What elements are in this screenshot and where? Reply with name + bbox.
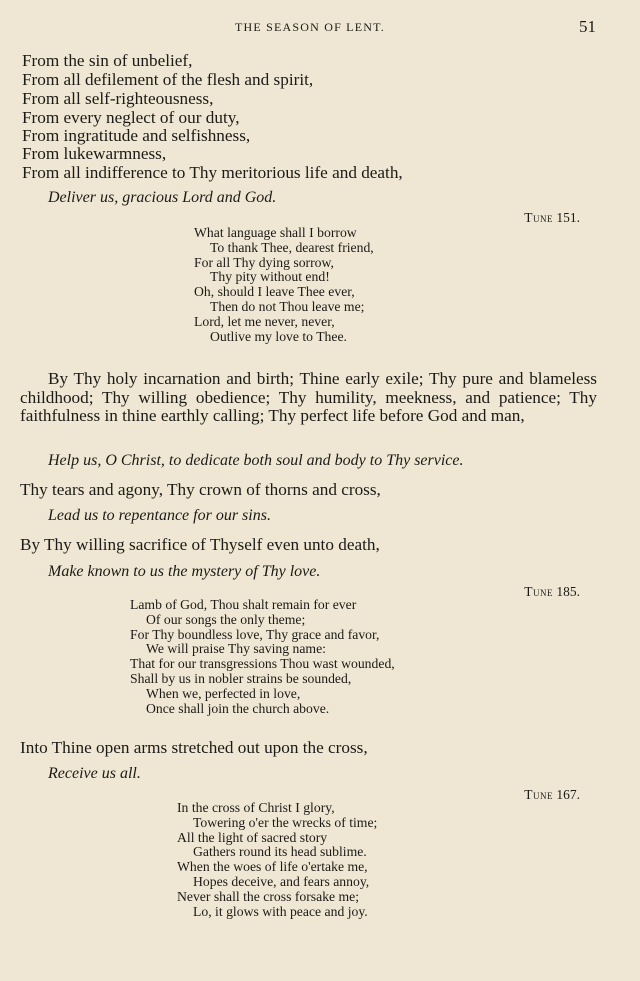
- response-line: Receive us all.: [48, 765, 141, 782]
- verse-line: When the woes of life o'ertake me,: [177, 859, 368, 875]
- hymn-verse: [194, 226, 374, 344]
- verse-line: For Thy boundless love, Thy grace and favor,: [130, 626, 380, 642]
- tune-reference: [524, 787, 580, 803]
- litany-line: Thy tears and agony, Thy crown of thorns and cross,: [20, 480, 381, 499]
- response-line: Lead us to repentance for our sins.: [48, 507, 271, 524]
- tune-number: 185.: [556, 584, 580, 599]
- verse-line: To thank Thee, dearest friend,: [210, 239, 374, 255]
- tune-reference: [524, 584, 580, 600]
- verse-line: Never shall the cross forsake me;: [177, 888, 360, 904]
- verse-line: When we, perfected in love,: [146, 685, 301, 701]
- verse-line: Then do not Thou leave me;: [210, 298, 365, 314]
- litany-line: Into Thine open arms stretched out upon the cross,: [20, 738, 368, 757]
- verse-line: Lord, let me never, never,: [194, 313, 335, 329]
- litany-line: By Thy willing sacrifice of Thyself even unto death,: [20, 535, 380, 554]
- litany-line: From all defilement of the flesh and spirit,: [22, 70, 314, 89]
- verse-line: For all Thy dying sorrow,: [194, 254, 334, 270]
- litany-line: From lukewarmness,: [22, 144, 167, 163]
- verse-line: Hopes deceive, and fears annoy,: [193, 873, 370, 889]
- response-line: Make known to us the mystery of Thy love.: [48, 563, 321, 580]
- verse-line: Thy pity without end!: [210, 269, 330, 285]
- verse-line: We will praise Thy saving name:: [146, 641, 326, 657]
- verse-line: Lamb of God, Thou shalt remain for ever: [130, 597, 357, 612]
- litany-line: From the sin of unbelief,: [22, 51, 193, 70]
- tune-number: 167.: [556, 787, 580, 802]
- litany-paragraph: By Thy holy incarnation and birth; Thine early exile; Thy pure and blameless childhood; Thy willing obedience; Thy humility, meekness, and patience; Thy faithfulness in thine earthly calling; Thy perfect life before God and man,: [20, 369, 597, 426]
- hymn-verse: [130, 598, 395, 716]
- litany-line: From all indifference to Thy meritorious life and death,: [22, 163, 403, 182]
- verse-line: Lo, it glows with peace and joy.: [193, 903, 368, 919]
- verse-line: Oh, should I leave Thee ever,: [194, 284, 355, 300]
- running-title: THE SEASON OF LENT.: [235, 20, 385, 34]
- verse-line: Once shall join the church above.: [146, 700, 330, 716]
- verse-line: Gathers round its head sublime.: [193, 844, 367, 860]
- page-number: 51: [579, 17, 596, 36]
- response-line: Help us, O Christ, to dedicate both soul and body to Thy service.: [48, 452, 464, 469]
- litany-line: From ingratitude and selfishness,: [22, 126, 251, 145]
- tune-number: 151.: [556, 210, 580, 225]
- response-line: Deliver us, gracious Lord and God.: [48, 189, 277, 206]
- tune-label: Tune: [524, 584, 553, 599]
- tune-reference: [524, 210, 580, 226]
- verse-line: What language shall I borrow: [194, 225, 357, 240]
- page-header: [0, 17, 640, 37]
- verse-line: All the light of sacred story: [177, 829, 328, 845]
- litany-line: From every neglect of our duty,: [22, 108, 240, 127]
- litany-line: From all self-righteousness,: [22, 89, 214, 108]
- verse-line: In the cross of Christ I glory,: [177, 800, 335, 815]
- verse-line: Shall by us in nobler strains be sounded,: [130, 670, 352, 686]
- hymn-verse: [177, 801, 377, 919]
- tune-label: Tune: [524, 787, 553, 802]
- verse-line: Towering o'er the wrecks of time;: [193, 814, 378, 830]
- verse-line: Of our songs the only theme;: [146, 611, 306, 627]
- tune-label: Tune: [524, 210, 553, 225]
- verse-line: Outlive my love to Thee.: [210, 328, 347, 344]
- verse-line: That for our transgressions Thou wast wounded,: [130, 656, 395, 672]
